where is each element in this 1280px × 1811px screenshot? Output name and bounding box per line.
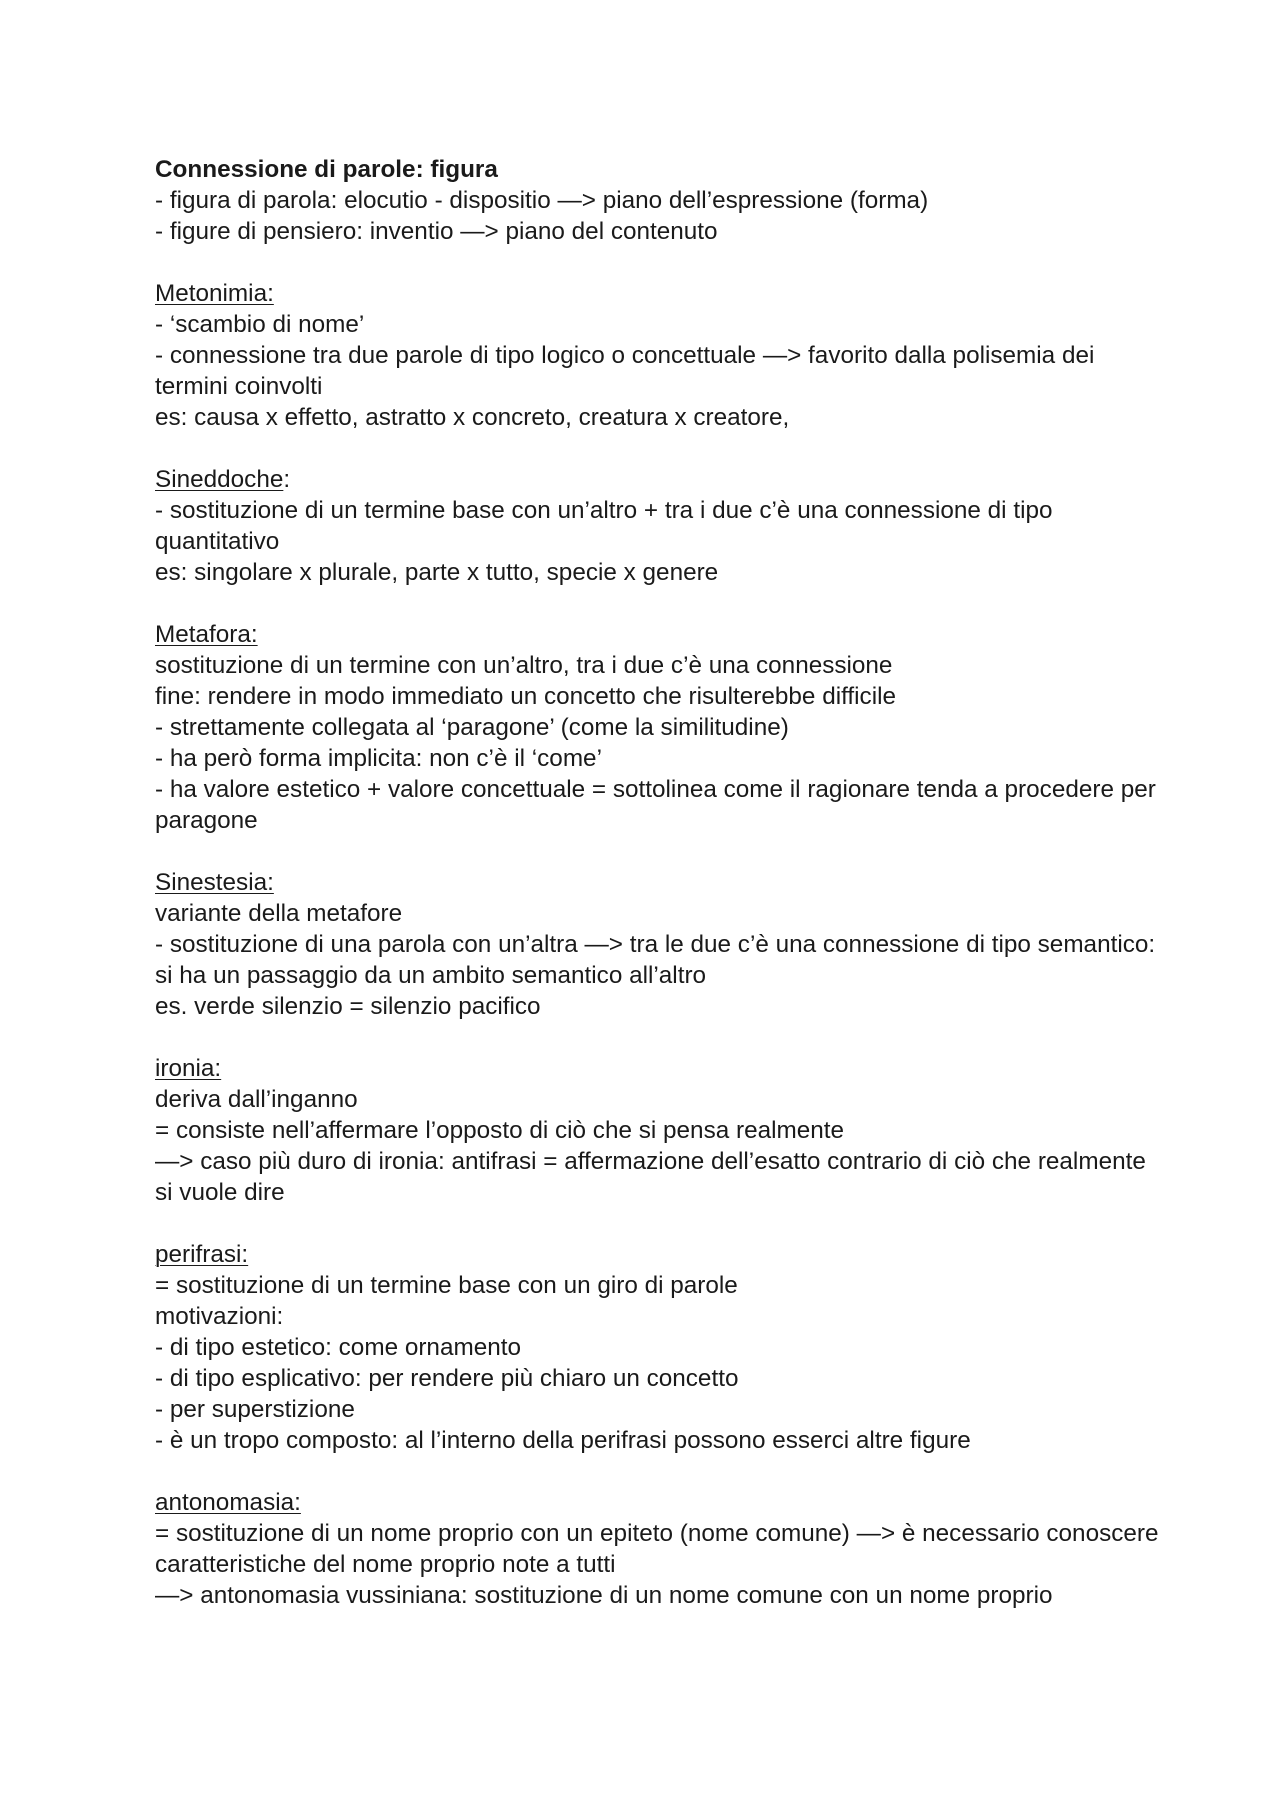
section-line: variante della metafore — [155, 900, 403, 927]
section-line: es: singolare x plurale, parte x tutto, specie x genere — [155, 559, 719, 586]
section-line: - ha però forma implicita: non c’è il ‘come’ — [155, 745, 602, 772]
section-perifrasi — [155, 1239, 1165, 1456]
section-line: = consiste nell’affermare l’opposto di ciò che si pensa realmente — [155, 1117, 845, 1144]
section-line: —> antonomasia vussiniana: sostituzione di un nome comune con un nome proprio — [155, 1582, 1053, 1609]
section-line: deriva dall’inganno — [155, 1086, 358, 1113]
section-line: - per superstizione — [155, 1396, 355, 1423]
section-line: motivazioni: — [155, 1303, 284, 1330]
section-heading: perifrasi: — [155, 1241, 249, 1268]
section-line: = sostituzione di un nome proprio con un epiteto (nome comune) —> è necessario conoscere caratteristiche del nome proprio note a tutti — [155, 1520, 1166, 1578]
section-line: sostituzione di un termine con un’altro, tra i due c’è una connessione — [155, 652, 893, 679]
section-ironia — [155, 1053, 1165, 1208]
section-line: - di tipo esplicativo: per rendere più chiaro un concetto — [155, 1365, 739, 1392]
section-antonomasia — [155, 1487, 1165, 1611]
document-page — [155, 154, 1165, 1611]
section-metafora — [155, 619, 1165, 836]
section-line: - sostituzione di un termine base con un’altro + tra i due c’è una connessione di tipo quantitativo — [155, 497, 1060, 555]
section-line: si ha un passaggio da un ambito semantico all’altro — [155, 962, 707, 989]
document-title: Connessione di parole: figura — [155, 156, 498, 183]
section-line: - connessione tra due parole di tipo logico o concettuale —> favorito dalla polisemia dei termini coinvolti — [155, 342, 1102, 400]
section-line: es: causa x effetto, astratto x concreto, creatura x creatore, — [155, 404, 790, 431]
section-heading-row — [155, 464, 1165, 495]
section-heading: Sineddoche — [155, 466, 284, 493]
intro-line: - figure di pensiero: inventio —> piano del contenuto — [155, 218, 718, 245]
section-heading: ironia: — [155, 1055, 222, 1082]
section-metonimia — [155, 278, 1165, 433]
section-line: es. verde silenzio = silenzio pacifico — [155, 993, 541, 1020]
section-line: - ha valore estetico + valore concettuale = sottolinea come il ragionare tenda a procedere per paragone — [155, 776, 1163, 834]
section-heading: antonomasia: — [155, 1489, 301, 1516]
section-sinestesia — [155, 867, 1165, 1022]
section-line: - strettamente collegata al ‘paragone’ (come la similitudine) — [155, 714, 789, 741]
section-line: - è un tropo composto: al l’interno della perifrasi possono esserci altre figure — [155, 1427, 971, 1454]
section-line: fine: rendere in modo immediato un concetto che risulterebbe difficile — [155, 683, 897, 710]
section-sineddoche — [155, 464, 1165, 588]
section-line: = sostituzione di un termine base con un giro di parole — [155, 1272, 738, 1299]
intro-line: - figura di parola: elocutio - dispositio —> piano dell’espressione (forma) — [155, 187, 929, 214]
section-heading: Sinestesia: — [155, 869, 274, 896]
section-heading-colon: : — [283, 466, 291, 493]
section-line: - di tipo estetico: come ornamento — [155, 1334, 521, 1361]
section-heading: Metonimia: — [155, 280, 274, 307]
section-line: - ‘scambio di nome’ — [155, 311, 365, 338]
section-heading: Metafora: — [155, 621, 258, 648]
section-line: —> caso più duro di ironia: antifrasi = affermazione dell’esatto contrario di ciò che realmente si vuole dire — [155, 1148, 1153, 1206]
section-line: - sostituzione di una parola con un’altra —> tra le due c’è una connessione di tipo semantico: — [155, 931, 1156, 958]
